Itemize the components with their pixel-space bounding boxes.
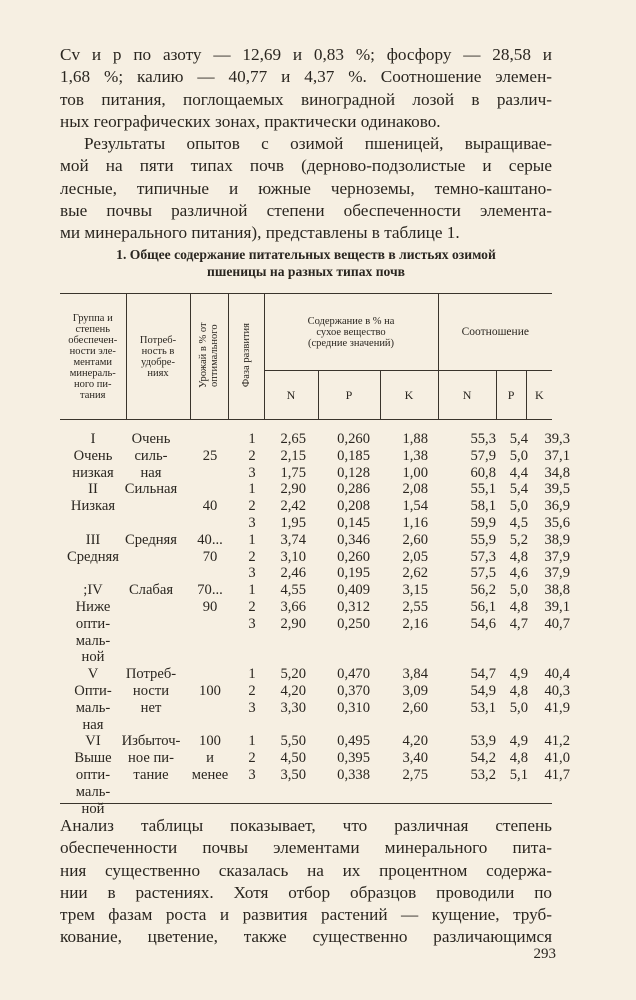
- cell-need: ное пи-: [128, 750, 174, 767]
- cell-ratio-k: 38,8: [544, 582, 570, 599]
- cell-ratio-k: 39,1: [544, 599, 570, 615]
- cell-ratio-n: 56,1: [470, 599, 496, 615]
- text-line: обеспеченности почвы элементами минерального пита-: [60, 838, 552, 858]
- cell-n: 2,90: [280, 615, 306, 632]
- cell-phase: 1: [248, 431, 256, 447]
- cell-ratio-k: 41,2: [544, 733, 570, 750]
- cell-ratio-p: 4,8: [509, 683, 528, 699]
- text-line: нии в растениях. Хотя отбор образцов проводили по: [60, 882, 552, 902]
- cell-ratio-k: 40,7: [544, 615, 570, 632]
- caption-line: 1. Общее содержание питательных веществ в листьях озимой: [116, 247, 496, 262]
- cell-group: опти-: [75, 615, 111, 632]
- cell-need: Избыточ-: [121, 733, 181, 750]
- cell-ratio-p: 4,5: [509, 515, 528, 531]
- cell-p: 0,250: [337, 615, 370, 632]
- text-line: ных географических зонах, практически одинаково.: [60, 111, 441, 131]
- header-ratio-k: K: [526, 371, 552, 420]
- cell-n: 2,46: [280, 565, 306, 582]
- cell-ratio-n: 57,3: [470, 548, 496, 565]
- cell-p: 0,346: [337, 531, 370, 548]
- header-need-line: ниях: [147, 367, 169, 379]
- cell-phase: 1: [248, 481, 256, 498]
- analysis-paragraph: [60, 815, 552, 949]
- text-line: кование, цветение, также существенно различающимся: [60, 927, 552, 947]
- cell-p: 0,260: [337, 431, 370, 447]
- header-need-line: удобре-: [141, 356, 175, 368]
- header-content-line: (средние значений): [307, 337, 395, 349]
- cell-group: V: [87, 666, 99, 683]
- cell-group: маль-: [75, 699, 111, 716]
- cell-ratio-p: 4,8: [509, 750, 528, 767]
- cell-ratio-p: 4,6: [509, 565, 528, 582]
- cell-k: 2,55: [402, 599, 428, 615]
- header-p: P: [318, 371, 380, 420]
- cell-yield: 70: [202, 548, 218, 565]
- cell-group: ной: [81, 800, 105, 817]
- cell-p: 0,145: [337, 515, 370, 531]
- cell-p: 0,260: [337, 548, 370, 565]
- text-line: вые почвы различной степени обеспеченности элемента-: [60, 200, 552, 220]
- cell-ratio-k: 37,9: [544, 565, 570, 582]
- cell-phase: 3: [248, 515, 256, 531]
- cell-k: 1,38: [402, 447, 428, 464]
- cell-ratio-n: 59,9: [470, 515, 496, 531]
- cell-k: 1,16: [402, 515, 428, 531]
- cell-group: низкая: [72, 464, 114, 481]
- cell-ratio-p: 5,0: [509, 582, 528, 599]
- cell-need: нет: [140, 699, 162, 716]
- cell-ratio-n: 54,9: [470, 683, 496, 699]
- cell-n: 5,20: [280, 666, 306, 683]
- cell-ratio-p: 4,9: [509, 666, 528, 683]
- cell-ratio-k: 40,3: [544, 683, 570, 699]
- table-body: [60, 431, 570, 817]
- cell-phase: 3: [248, 464, 256, 481]
- cell-ratio-n: 55,1: [470, 481, 496, 498]
- cell-group: Низкая: [70, 498, 116, 515]
- cell-p: 0,409: [337, 582, 370, 599]
- cell-yield: 25: [202, 447, 218, 464]
- cell-p: 0,208: [337, 498, 370, 515]
- cell-ratio-k: 34,8: [544, 464, 570, 481]
- table-header: [60, 293, 552, 420]
- cell-n: 3,30: [280, 699, 306, 716]
- header-group-line: степень: [75, 323, 111, 335]
- cell-n: 2,15: [280, 447, 306, 464]
- cell-ratio-k: 39,3: [544, 431, 570, 447]
- text-line: 1,68 %; калию — 40,77 и 4,37 %. Соотношение элемен-: [60, 67, 552, 87]
- header-ratio: Соотношение: [438, 294, 552, 371]
- header-group-line: тания: [80, 389, 106, 401]
- cell-group: ной: [81, 649, 105, 666]
- table-bottom-rule: [60, 803, 552, 804]
- cell-ratio-p: 5,0: [509, 699, 528, 716]
- header-group: [60, 294, 126, 420]
- cell-n: 3,10: [280, 548, 306, 565]
- cell-p: 0,338: [337, 767, 370, 783]
- text-line: Анализ таблицы показывает, что различная степень: [60, 816, 552, 835]
- cell-need: Потреб-: [125, 666, 177, 683]
- cell-ratio-p: 4,9: [509, 733, 528, 750]
- cell-p: 0,195: [337, 565, 370, 582]
- cell-k: 3,40: [402, 750, 428, 767]
- header-need: [126, 294, 190, 420]
- text-line: ния существенно сказалась на их процентном содержа-: [60, 860, 552, 880]
- cell-yield: и: [206, 750, 214, 767]
- header-group-line: ментами: [73, 356, 113, 368]
- cell-yield: 100: [199, 683, 221, 699]
- text-line: Cv и p по азоту — 12,69 и 0,83 %; фосфору — 28,58 и: [60, 45, 552, 64]
- header-k: K: [380, 371, 438, 420]
- header-content-line: сухое вещество: [316, 326, 386, 338]
- cell-group: Выше: [74, 750, 112, 767]
- header-need-line: ность в: [141, 345, 175, 357]
- cell-ratio-k: 39,5: [544, 481, 570, 498]
- cell-group: опти-: [75, 767, 111, 783]
- cell-n: 1,75: [280, 464, 306, 481]
- cell-n: 3,50: [280, 767, 306, 783]
- cell-k: 3,15: [402, 582, 428, 599]
- cell-p: 0,185: [337, 447, 370, 464]
- cell-phase: 2: [248, 548, 256, 565]
- cell-ratio-k: 37,1: [544, 447, 570, 464]
- cell-group: Средняя: [67, 548, 119, 565]
- text-line: трем фазам роста и развития растений — кущение, труб-: [60, 905, 552, 925]
- header-content: [264, 294, 438, 371]
- header-content-line: Содержание в % на: [307, 315, 395, 327]
- cell-p: 0,495: [337, 733, 370, 750]
- cell-p: 0,470: [337, 666, 370, 683]
- cell-p: 0,370: [337, 683, 370, 699]
- cell-ratio-n: 58,1: [470, 498, 496, 515]
- cell-group: ;IV: [83, 582, 103, 599]
- cell-k: 2,16: [402, 615, 428, 632]
- cell-ratio-n: 54,2: [470, 750, 496, 767]
- cell-group: Очень: [73, 447, 113, 464]
- table-caption: [60, 246, 552, 280]
- cell-phase: 1: [248, 733, 256, 750]
- cell-phase: 3: [248, 699, 256, 716]
- cell-ratio-k: 37,9: [544, 548, 570, 565]
- cell-phase: 3: [248, 615, 256, 632]
- cell-need: тание: [133, 767, 169, 783]
- cell-k: 1,54: [402, 498, 428, 515]
- cell-phase: 2: [248, 447, 256, 464]
- header-need-line: Потреб-: [139, 334, 177, 346]
- cell-ratio-n: 55,3: [470, 431, 496, 447]
- cell-ratio-n: 54,7: [470, 666, 496, 683]
- header-ratio-p: P: [496, 371, 526, 420]
- cell-yield: 100: [199, 733, 221, 750]
- cell-ratio-p: 4,8: [509, 548, 528, 565]
- cell-group: Ниже: [75, 599, 111, 615]
- header-phase: [228, 294, 264, 420]
- header-phase-text: Фаза развития: [240, 322, 252, 388]
- cell-need: ности: [132, 683, 170, 699]
- header-group-line: минераль-: [69, 367, 116, 379]
- cell-ratio-p: 4,4: [509, 464, 528, 481]
- cell-yield: 90: [202, 599, 218, 615]
- cell-n: 4,50: [280, 750, 306, 767]
- text-line: Результаты опытов с озимой пшеницей, выращивае-: [84, 134, 552, 153]
- cell-yield: 70...: [197, 582, 223, 599]
- cell-yield: 40: [202, 498, 218, 515]
- cell-k: 2,08: [402, 481, 428, 498]
- cell-ratio-p: 5,0: [509, 447, 528, 464]
- cell-ratio-k: 41,7: [544, 767, 570, 783]
- cell-group: маль-: [75, 632, 111, 649]
- cell-need: силь-: [134, 447, 168, 464]
- cell-k: 2,75: [402, 767, 428, 783]
- cell-phase: 2: [248, 683, 256, 699]
- intro-paragraph: [60, 44, 552, 133]
- cell-ratio-n: 60,8: [470, 464, 496, 481]
- cell-n: 3,66: [280, 599, 306, 615]
- cell-k: 3,84: [402, 666, 428, 683]
- cell-k: 2,62: [402, 565, 428, 582]
- cell-group: Опти-: [74, 683, 112, 699]
- header-yield-text: Урожай в % от оптимального: [198, 322, 220, 388]
- cell-phase: 3: [248, 565, 256, 582]
- cell-n: 2,42: [280, 498, 306, 515]
- cell-yield: 40...: [197, 531, 223, 548]
- cell-need: Очень: [131, 431, 171, 447]
- cell-k: 2,60: [402, 531, 428, 548]
- cell-ratio-n: 53,2: [470, 767, 496, 783]
- cell-ratio-p: 5,4: [509, 431, 528, 447]
- cell-ratio-n: 56,2: [470, 582, 496, 599]
- text-line: лесные, типичные и южные черноземы, темно-каштано-: [60, 178, 552, 198]
- cell-group: II: [88, 481, 98, 498]
- cell-need: ная: [140, 464, 162, 481]
- cell-need: Слабая: [128, 582, 174, 599]
- cell-n: 2,65: [280, 431, 306, 447]
- cell-phase: 1: [248, 531, 256, 548]
- cell-ratio-n: 57,5: [470, 565, 496, 582]
- cell-ratio-k: 40,4: [544, 666, 570, 683]
- cell-ratio-n: 53,1: [470, 699, 496, 716]
- cell-ratio-k: 41,9: [544, 699, 570, 716]
- cell-group: VI: [85, 733, 101, 750]
- cell-ratio-k: 35,6: [544, 515, 570, 531]
- cell-p: 0,128: [337, 464, 370, 481]
- header-group-line: ности эле-: [69, 345, 116, 357]
- cell-phase: 2: [248, 599, 256, 615]
- cell-phase: 1: [248, 666, 256, 683]
- cell-n: 5,50: [280, 733, 306, 750]
- text-line: мой на пяти типах почв (дерново-подзолистые и серые: [60, 156, 552, 176]
- cell-p: 0,395: [337, 750, 370, 767]
- cell-n: 3,74: [280, 531, 306, 548]
- cell-phase: 2: [248, 498, 256, 515]
- cell-group: III: [85, 531, 101, 548]
- cell-ratio-n: 53,9: [470, 733, 496, 750]
- cell-yield: менее: [191, 767, 229, 783]
- cell-group: маль-: [75, 783, 111, 800]
- header-n: N: [264, 371, 318, 420]
- cell-k: 4,20: [402, 733, 428, 750]
- cell-phase: 1: [248, 582, 256, 599]
- cell-p: 0,312: [337, 599, 370, 615]
- cell-n: 2,90: [280, 481, 306, 498]
- cell-ratio-p: 5,1: [509, 767, 528, 783]
- cell-ratio-p: 5,0: [509, 498, 528, 515]
- cell-group: ная: [82, 716, 104, 733]
- cell-k: 1,00: [402, 464, 428, 481]
- cell-group: I: [90, 431, 96, 447]
- cell-ratio-k: 38,9: [544, 531, 570, 548]
- header-group-line: обеспечен-: [68, 334, 118, 346]
- cell-k: 2,05: [402, 548, 428, 565]
- caption-line: пшеницы на разных типах почв: [207, 264, 405, 279]
- cell-ratio-n: 57,9: [470, 447, 496, 464]
- page-number: 293: [533, 946, 556, 962]
- cell-n: 4,20: [280, 683, 306, 699]
- cell-p: 0,286: [337, 481, 370, 498]
- header-ratio-n: N: [438, 371, 496, 420]
- cell-k: 3,09: [402, 683, 428, 699]
- cell-n: 1,95: [280, 515, 306, 531]
- cell-ratio-p: 5,2: [509, 531, 528, 548]
- cell-need: Средняя: [125, 531, 177, 548]
- header-yield: [190, 294, 228, 420]
- cell-need: Сильная: [124, 481, 178, 498]
- text-line: ми минерального питания), представлены в таблице 1.: [60, 223, 460, 243]
- cell-ratio-p: 4,8: [509, 599, 528, 615]
- header-group-line: ного пи-: [73, 378, 112, 390]
- cell-phase: 2: [248, 750, 256, 767]
- cell-phase: 3: [248, 767, 256, 783]
- cell-n: 4,55: [280, 582, 306, 599]
- cell-ratio-p: 4,7: [509, 615, 528, 632]
- cell-ratio-k: 36,9: [544, 498, 570, 515]
- cell-k: 1,88: [402, 431, 428, 447]
- cell-ratio-n: 54,6: [470, 615, 496, 632]
- cell-ratio-p: 5,4: [509, 481, 528, 498]
- cell-ratio-n: 55,9: [470, 531, 496, 548]
- results-paragraph: [60, 133, 552, 244]
- cell-k: 2,60: [402, 699, 428, 716]
- cell-p: 0,310: [337, 699, 370, 716]
- cell-ratio-k: 41,0: [544, 750, 570, 767]
- text-line: тов питания, поглощаемых виноградной лозой в различ-: [60, 89, 552, 109]
- header-group-line: Группа и: [72, 312, 113, 324]
